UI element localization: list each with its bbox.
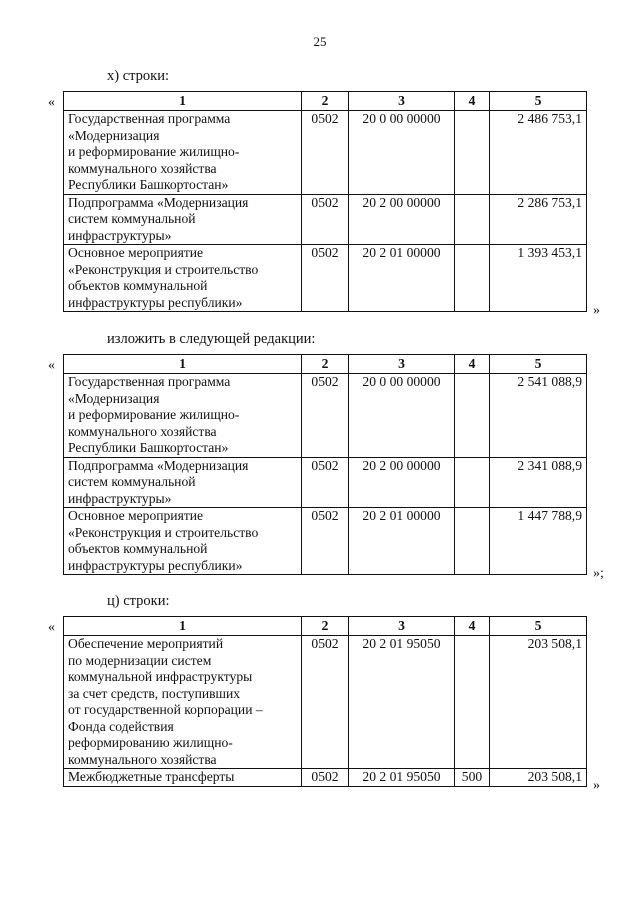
row-name-line: систем коммунальной — [68, 474, 196, 489]
column-header-4: 4 — [455, 355, 490, 374]
row-name-line: Межбюджетные трансферты — [68, 769, 235, 784]
target-article-cell: 20 2 00 00000 — [349, 194, 455, 245]
column-header-3: 3 — [349, 92, 455, 111]
amount-cell: 2 541 088,9 — [490, 374, 587, 458]
row-name-line: Основное мероприятие — [68, 508, 204, 523]
table-row — [64, 457, 587, 508]
target-article-cell: 20 0 00 00000 — [349, 374, 455, 458]
target-article-cell: 20 0 00 00000 — [349, 111, 455, 195]
row-name-line: Обеспечение мероприятий — [68, 636, 224, 651]
table-header-row — [64, 92, 587, 111]
table-header-row — [64, 617, 587, 636]
row-name-line: от государственной корпорации – — [68, 702, 263, 717]
table-header-row — [64, 355, 587, 374]
section-ts-open-quote: « — [48, 620, 55, 635]
row-name-line: «Реконструкция и строительство — [68, 261, 259, 277]
row-name-line: объектов коммунальной — [68, 541, 208, 556]
table-row — [64, 111, 587, 195]
table-row — [64, 194, 587, 245]
column-header-1: 1 — [64, 617, 302, 636]
row-name-line: Республики Башкортостан» — [68, 177, 229, 192]
row-name-line: коммунального хозяйства — [68, 160, 217, 176]
amount-cell: 1 447 788,9 — [490, 508, 587, 575]
row-name-line: систем коммунальной — [68, 211, 196, 226]
section-new-close-quote: »; — [593, 566, 604, 581]
expense-type-cell — [455, 508, 490, 575]
section-code-cell: 0502 — [302, 111, 349, 195]
amount-cell: 203 508,1 — [490, 769, 587, 787]
column-header-2: 2 — [302, 617, 349, 636]
row-name-line: коммунальной инфраструктуры — [68, 669, 253, 684]
section-ts-heading: ц) строки: — [107, 593, 170, 609]
row-name-line: за счет средств, поступивших — [68, 685, 241, 701]
section-x-open-quote: « — [48, 95, 55, 110]
row-name-line: инфраструктуры республики» — [68, 557, 243, 573]
row-name-line: объектов коммунальной — [68, 278, 208, 293]
column-header-5: 5 — [490, 617, 587, 636]
amount-cell: 2 486 753,1 — [490, 111, 587, 195]
row-name-line: Подпрограмма «Модернизация — [68, 457, 249, 473]
row-name-line: Республики Башкортостан» — [68, 440, 229, 455]
section-code-cell: 0502 — [302, 508, 349, 575]
column-header-4: 4 — [455, 92, 490, 111]
section-x-table — [63, 91, 587, 312]
row-name-line: и реформирование жилищно- — [68, 407, 240, 422]
expense-type-cell — [455, 457, 490, 508]
amount-cell: 2 341 088,9 — [490, 457, 587, 508]
page-number: 25 — [313, 34, 327, 49]
row-name-line: «Модернизация — [68, 390, 160, 406]
table-row — [64, 636, 587, 769]
row-name-line: Фонда содействия — [68, 718, 174, 734]
expense-type-cell — [455, 374, 490, 458]
expense-type-cell — [455, 636, 490, 769]
row-name-line: Государственная программа — [68, 374, 231, 389]
expense-type-cell — [455, 245, 490, 312]
expense-type-cell: 500 — [455, 769, 490, 787]
target-article-cell: 20 2 00 00000 — [349, 457, 455, 508]
row-name-cell — [64, 636, 302, 769]
row-name-cell — [64, 111, 302, 195]
column-header-4: 4 — [455, 617, 490, 636]
row-name-line: по модернизации систем — [68, 652, 212, 668]
row-name-line: инфраструктуры» — [68, 227, 172, 243]
expense-type-cell — [455, 111, 490, 195]
table-row — [64, 374, 587, 458]
row-name-line: «Реконструкция и строительство — [68, 524, 259, 540]
row-name-line: «Модернизация — [68, 127, 160, 143]
section-ts-table — [63, 616, 587, 787]
row-name-cell — [64, 457, 302, 508]
row-name-line: Подпрограмма «Модернизация — [68, 194, 249, 210]
row-name-line: Основное мероприятие — [68, 245, 204, 260]
target-article-cell: 20 2 01 95050 — [349, 636, 455, 769]
column-header-2: 2 — [302, 92, 349, 111]
row-name-line: реформированию жилищно- — [68, 735, 233, 750]
column-header-2: 2 — [302, 355, 349, 374]
row-name-line: коммунального хозяйства — [68, 751, 217, 767]
row-name-cell — [64, 245, 302, 312]
column-header-1: 1 — [64, 92, 302, 111]
section-code-cell: 0502 — [302, 194, 349, 245]
row-name-line: и реформирование жилищно- — [68, 144, 240, 159]
row-name-line: инфраструктуры» — [68, 490, 172, 506]
amount-cell: 2 286 753,1 — [490, 194, 587, 245]
section-new-heading: изложить в следующей редакции: — [107, 331, 316, 347]
section-code-cell: 0502 — [302, 374, 349, 458]
section-code-cell: 0502 — [302, 457, 349, 508]
target-article-cell: 20 2 01 00000 — [349, 508, 455, 575]
row-name-cell — [64, 508, 302, 575]
target-article-cell: 20 2 01 00000 — [349, 245, 455, 312]
row-name-cell — [64, 194, 302, 245]
table-row — [64, 508, 587, 575]
row-name-cell — [64, 374, 302, 458]
row-name-line: Государственная программа — [68, 111, 231, 126]
column-header-5: 5 — [490, 92, 587, 111]
section-x-heading: х) строки: — [107, 68, 169, 84]
target-article-cell: 20 2 01 95050 — [349, 769, 455, 787]
amount-cell: 1 393 453,1 — [490, 245, 587, 312]
column-header-3: 3 — [349, 355, 455, 374]
section-code-cell: 0502 — [302, 636, 349, 769]
section-ts-close-quote: » — [593, 778, 600, 793]
table-row — [64, 769, 587, 787]
column-header-5: 5 — [490, 355, 587, 374]
column-header-3: 3 — [349, 617, 455, 636]
section-x-close-quote: » — [593, 303, 600, 318]
row-name-line: инфраструктуры республики» — [68, 294, 243, 310]
section-new-open-quote: « — [48, 358, 55, 373]
section-code-cell: 0502 — [302, 245, 349, 312]
column-header-1: 1 — [64, 355, 302, 374]
table-row — [64, 245, 587, 312]
expense-type-cell — [455, 194, 490, 245]
section-new-table — [63, 354, 587, 575]
amount-cell: 203 508,1 — [490, 636, 587, 769]
row-name-cell — [64, 769, 302, 787]
row-name-line: коммунального хозяйства — [68, 423, 217, 439]
section-code-cell: 0502 — [302, 769, 349, 787]
